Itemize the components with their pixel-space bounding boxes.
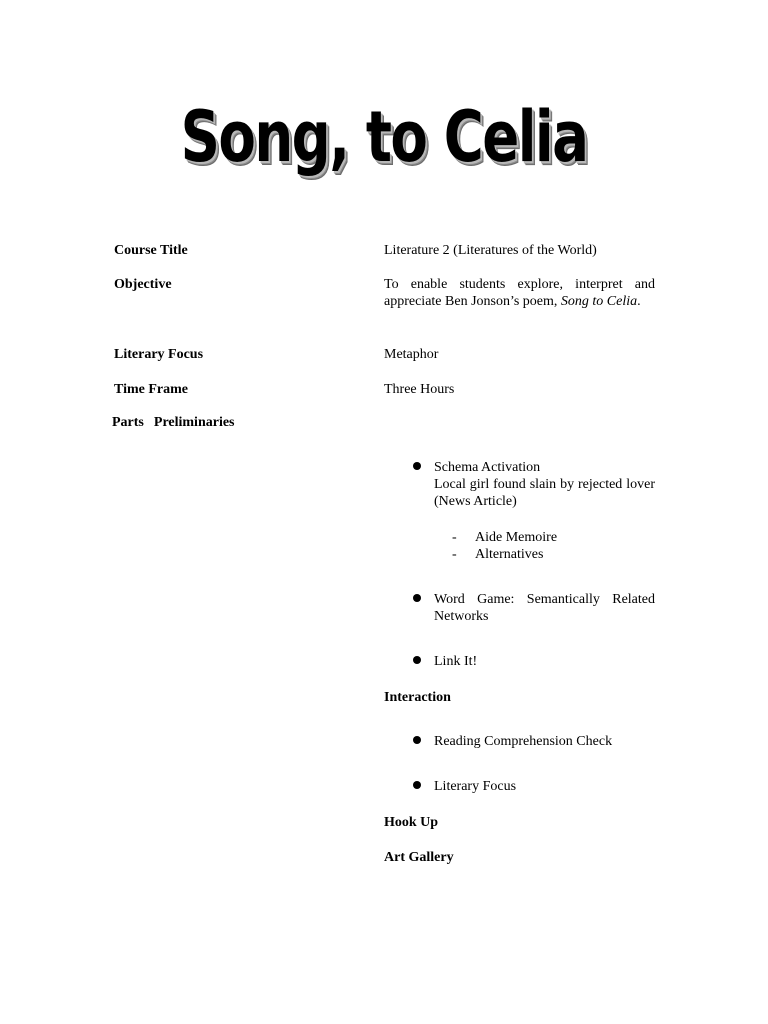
list-item (410, 459, 655, 510)
document-title: Song, to Celia (180, 96, 588, 178)
course-title-value: Literature 2 (Literatures of the World) (384, 243, 597, 258)
art-gallery-heading: Art Gallery (384, 850, 454, 865)
dash-marker: - (452, 547, 457, 562)
bullet-icon (413, 781, 421, 789)
list-item (410, 733, 655, 750)
schema-activation-title: Schema Activation (434, 460, 541, 475)
link-it-text: Link It! (434, 654, 478, 669)
word-game-text: Word Game: Semantically Related Networks (434, 592, 655, 624)
time-frame-label: Time Frame (114, 382, 188, 397)
bullet-icon (413, 656, 421, 664)
objective-value (384, 276, 655, 310)
bullet-icon (413, 736, 421, 744)
bullet-icon (413, 462, 421, 470)
dash-marker: - (452, 530, 457, 545)
sub-item-alternatives: Alternatives (475, 547, 544, 562)
sub-item-aide-memoire: Aide Memoire (475, 530, 558, 545)
hook-up-heading: Hook Up (384, 815, 439, 830)
poem-title: Song to Celia (560, 294, 638, 309)
parts-heading (112, 414, 235, 431)
reading-check-text: Reading Comprehension Check (434, 734, 613, 749)
interaction-heading: Interaction (384, 690, 451, 705)
parts-label: Parts (112, 415, 144, 430)
list-item (452, 546, 543, 563)
objective-end: . (637, 294, 641, 309)
list-item (410, 591, 655, 625)
list-item (410, 653, 655, 670)
literary-focus-item-text: Literary Focus (434, 779, 517, 794)
list-item (452, 529, 557, 546)
objective-label: Objective (114, 277, 172, 292)
literary-focus-label: Literary Focus (114, 347, 204, 362)
literary-focus-value: Metaphor (384, 347, 439, 362)
schema-activation-desc: Local girl found slain by rejected lover (News Article) (434, 477, 655, 509)
objective-text: To enable students explore, interpret and appreciate Ben Jonson’s poem, (384, 277, 655, 309)
bullet-icon (413, 594, 421, 602)
list-item (410, 778, 655, 795)
preliminaries-label: Preliminaries (153, 415, 235, 430)
time-frame-value: Three Hours (384, 382, 455, 397)
course-title-label: Course Title (114, 243, 188, 258)
